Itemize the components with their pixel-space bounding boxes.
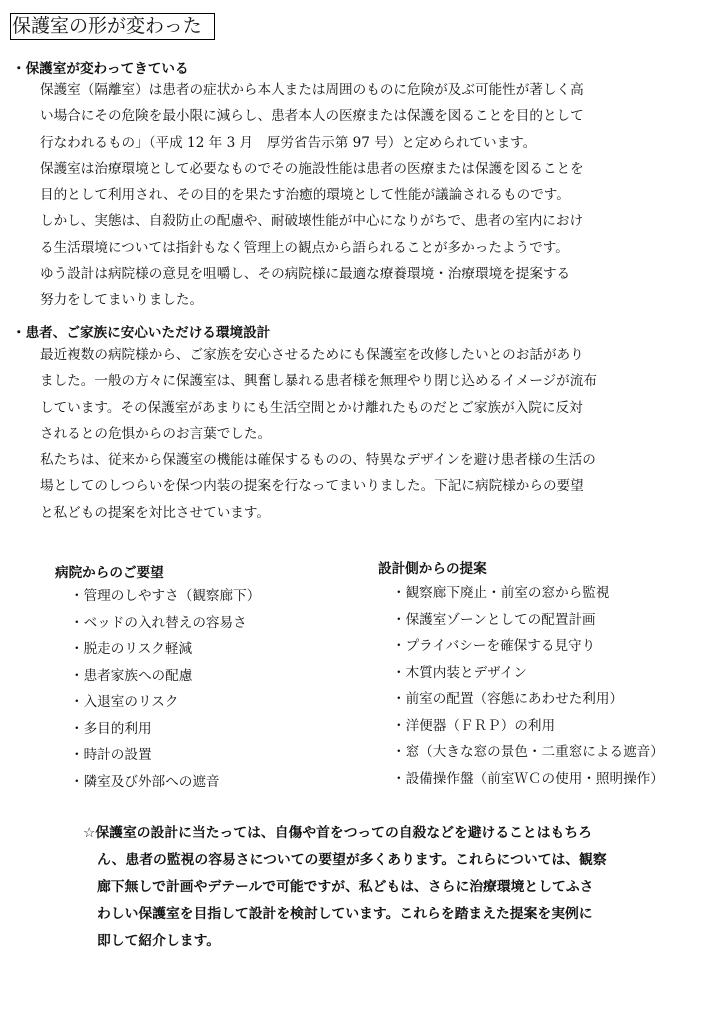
paragraph-line: されるとの危惧からのお言葉でした。 — [40, 425, 272, 442]
section-body-environment — [40, 342, 640, 526]
hospital-requests-heading: 病院からのご要望 — [55, 565, 164, 581]
hospital-requests-list — [70, 583, 260, 795]
paragraph-line: 場としてのしつらいを保つ内装の提案を行なってまいりました。下記に病院様からの要望 — [40, 478, 584, 495]
design-proposals-heading: 設計側からの提案 — [378, 561, 487, 577]
list-item: ・患者家族への配慮 — [70, 667, 193, 684]
list-item: ・設備操作盤（前室ＷＣの使用・照明操作） — [392, 770, 664, 787]
list-item: ・保護室ゾーンとしての配置計画 — [392, 611, 596, 628]
list-item: ・木質内装とデザイン — [392, 664, 527, 681]
paragraph-line: しかし、実態は、自殺防止の配慮や、耐破壊性能が中心になりがちで、患者の室内におけ — [40, 213, 584, 230]
note-line: 即して紹介します。 — [97, 933, 221, 949]
list-item: ・隣室及び外部への遮音 — [70, 773, 220, 790]
note-line: ☆保護室の設計に当たっては、自傷や首をつっての自殺などを避けることはもちろ — [83, 825, 592, 841]
paragraph-line: 最近複数の病院様から、ご家族を安心させるためにも保護室を改修したいとのお話があり — [40, 347, 584, 363]
paragraph-line: 私たちは、従来から保護室の機能は確保するものの、特異なデザインを避け患者様の生活の — [40, 452, 596, 469]
list-item: ・時計の設置 — [70, 747, 152, 763]
paragraph-line: と私どもの提案を対比させています。 — [40, 504, 271, 521]
paragraph-line: 保護室は治療環境として必要なものでその施設性能は患者の医療または保護を図ることを — [40, 160, 584, 177]
paragraph-line: る生活環境については指針もなく管理上の観点から語られることが多かったようです。 — [40, 239, 569, 256]
list-item: ・プライバシーを確保する見守り — [392, 638, 596, 654]
list-item: ・観察廊下廃止・前室の窓から監視 — [392, 585, 610, 601]
page-title: 保護室の形が変わった — [10, 13, 215, 40]
paragraph-line: 目的として利用され、その目的を果たす治癒的環境として性能が議論されるものです。 — [40, 187, 570, 204]
section-body-changes — [40, 77, 640, 314]
list-item: ・管理のしやすさ（観察廊下） — [70, 588, 261, 604]
design-note — [83, 820, 683, 955]
paragraph-line: ゆう設計は病院様の意見を咀嚼し、その病院様に最適な療養環境・治療環境を提案する — [40, 266, 571, 283]
paragraph-line: しています。その保護室があまりにも生活空間とかけ離れたものだとご家族が入院に反対 — [40, 399, 583, 416]
note-line: わしい保護室を目指して設計を検討しています。これらを踏まえた提案を実例に — [97, 906, 593, 922]
list-item: ・入退室のリスク — [70, 694, 179, 710]
list-item: ・脱走のリスク軽減 — [70, 641, 193, 657]
note-line: 廊下無しで計画やデテールで可能ですが、私どもは、さらに治療環境としてふさ — [97, 879, 594, 895]
paragraph-line: ました。一般の方々に保護室は、興奮し暴れる患者様を無理やり閉じ込めるイメージが流布 — [40, 373, 597, 390]
paragraph-line: い場合にその危険を最小限に減らし、患者本人の医療または保護を図ることを目的として — [40, 108, 584, 125]
section-heading-changes: ・保護室が変わってきている — [12, 61, 189, 77]
paragraph-line: 保護室（隔離室）は患者の症状から本人または周囲のものに危険が及ぶ可能性が著しく高 — [40, 82, 584, 98]
design-proposals-list — [392, 580, 664, 792]
list-item: ・洋便器（ＦＲＰ）の利用 — [392, 717, 556, 734]
note-line: ん、患者の監視の容易さについての要望が多くあります。これらについては、観察 — [97, 852, 607, 868]
paragraph-line: 努力をしてまいりました。 — [40, 292, 204, 309]
list-item: ・窓（大きな窓の景色・二重窓による遮音） — [392, 744, 664, 760]
section-heading-environment: ・患者、ご家族に安心いただける環境設計 — [12, 325, 271, 341]
list-item: ・ベッドの入れ替えの容易さ — [70, 614, 247, 631]
list-item: ・前室の配置（容態にあわせた利用） — [392, 691, 624, 707]
paragraph-line: 行なわれるもの」（平成 12 年 3 月 厚労省告示第 97 号）と定められています。 — [40, 134, 537, 151]
list-item: ・多目的利用 — [70, 720, 152, 737]
